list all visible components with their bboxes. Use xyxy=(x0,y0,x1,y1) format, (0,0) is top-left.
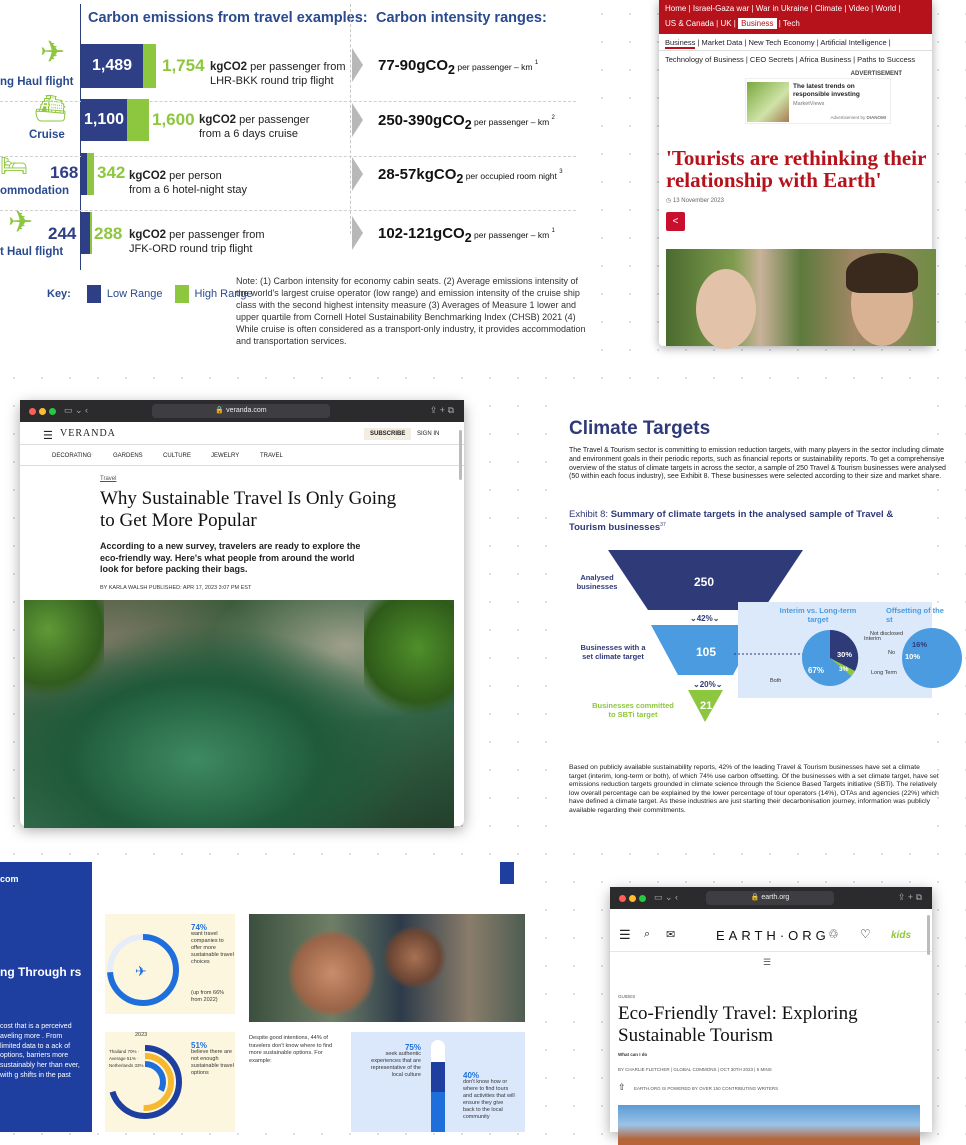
stat-card-2 xyxy=(105,1032,235,1132)
donut-year: 2023 xyxy=(135,1032,148,1038)
stat-74: 74% want travel companies to offer more sustainable travel choices xyxy=(191,923,234,965)
share-tabs-icon[interactable]: ⇪ + ⧉ xyxy=(429,405,454,415)
sidebar-body: cost that is a perceived aveling more . From limited data to a ack of options, barriers more sustainably her than ever, with g shifts in the past xyxy=(0,1023,80,1079)
high-range-bar xyxy=(90,212,92,254)
row-description: kgCO2 per passenger from JFK-ORD round trip flight xyxy=(129,229,265,255)
pie1-both-label: Both xyxy=(770,678,782,684)
main-navigation[interactable]: Home | Israel-Gaza war | War in Ukraine | Climate | Video | World | xyxy=(659,0,932,17)
veranda-browser-window xyxy=(20,400,464,826)
sub-navigation[interactable]: Business | Market Data | New Tech Economy | Artificial Intelligence | xyxy=(659,34,932,51)
pie2-16: 16% xyxy=(912,640,928,649)
percent-20: ⌄20%⌄ xyxy=(693,680,723,689)
stat-74-sub: (up from 66% from 2022) xyxy=(191,990,225,1003)
carbon-emissions-panel xyxy=(0,0,590,362)
subnav-item-business[interactable]: Business xyxy=(665,38,696,47)
row-cruise xyxy=(0,93,590,149)
article-dek: According to a new survey, travelers are ready to explore the eco-friendly way. Here's what people from around the world look for before packing their bags. xyxy=(100,541,361,574)
ad-headline[interactable]: The latest trends on responsible investing xyxy=(793,83,860,98)
range-value: 102-121gCO$_2$ per passenger – km $^1$ xyxy=(378,225,555,245)
airplane-icon: ✈ xyxy=(40,36,66,69)
range-value: 250-390gCO$_2$ per passenger – km $^2$ xyxy=(378,112,555,132)
chevron-right-icon xyxy=(352,48,363,82)
site-logo[interactable]: EARTH·ORG xyxy=(716,928,830,943)
browser-toolbar xyxy=(610,887,932,909)
low-range-bar: 1,489 xyxy=(81,44,143,88)
legend-high-label: High Range xyxy=(194,288,253,300)
powered-by: EARTH.ORG IS POWERED BY OVER 150 CONTRIBUTING WRITERS xyxy=(634,1086,779,1091)
svg-text:✈: ✈ xyxy=(135,963,147,979)
nav-item-business[interactable]: Business xyxy=(738,18,776,29)
share-tabs-icon[interactable]: ⇪ + ⧉ xyxy=(897,892,922,902)
intro-paragraph: The Travel & Tourism sector is committing to emission reduction targets, with many players in the sector including climate and environment goals in their periodic reports, such as financial reports or sustainability reports. To get a comprehensive overview of the status of climate targets in across the sector, a sample of 250 Travel & Tourism businesses were analysed (50 within each focus industry), see Exhibit 8. These businesses were selected according to their size and market share. xyxy=(569,447,946,481)
sidebar-domain: com xyxy=(0,874,19,884)
close-button[interactable] xyxy=(29,408,36,415)
carbon-heading-right: Carbon intensity ranges: xyxy=(376,10,547,26)
row-description: kgCO2 per passenger from a 6 days cruise xyxy=(199,114,310,140)
legend-low-label: Low Range xyxy=(106,288,163,300)
exhibit-title: Exhibit 8: Summary of climate targets in the analysed sample of Travel & Tourism businesses$^{37}$ xyxy=(569,509,894,534)
article-category[interactable]: GUIDES xyxy=(618,994,636,999)
donut-legend: Thailand 70% · Average 51% · Netherlands 33% xyxy=(109,1049,144,1068)
body-text: Despite good intentions, 44% of travelers don't know where to find more sustainable options. For example: xyxy=(249,1035,333,1064)
stat-bar-40 xyxy=(431,1092,445,1132)
article-hero-image xyxy=(24,600,454,828)
high-range-bar xyxy=(143,44,156,88)
bookmark-icon[interactable] xyxy=(500,862,514,884)
analysed-label: Analysed businesses xyxy=(576,573,618,591)
travelers-photo xyxy=(249,914,525,1022)
pie2-10: 10% xyxy=(905,652,921,661)
legend xyxy=(47,285,253,303)
row-accommodation xyxy=(0,153,590,203)
article-byline: BY CHARLIE FLETCHER | GLOBAL COMMONS | OCT 30TH 2023 | 5 MINS xyxy=(618,1067,772,1072)
sign-in-link[interactable]: SIGN IN xyxy=(417,431,440,437)
donut-chart-74 xyxy=(105,932,181,1008)
low-range-bar: 1,100 xyxy=(81,99,127,141)
minimize-button[interactable] xyxy=(39,408,46,415)
scrollbar[interactable] xyxy=(927,915,930,955)
high-range-bar xyxy=(127,99,149,141)
nav-item-culture[interactable]: CULTURE xyxy=(163,453,191,459)
legend-swatch-low xyxy=(87,285,101,303)
legend-title: Key: xyxy=(47,288,71,300)
article-category[interactable]: Travel xyxy=(100,476,117,482)
row-description: kgCO2 per person from a 6 hotel-night stay xyxy=(129,170,248,196)
pie1-3: 3% xyxy=(839,666,849,673)
close-button[interactable] xyxy=(619,895,626,902)
pie1-title: Interim vs. Long-term target xyxy=(779,606,857,624)
pie1-67: 67% xyxy=(808,666,825,675)
chevron-right-icon xyxy=(352,157,363,191)
menu-icon[interactable]: ☰ xyxy=(43,430,53,442)
legend-swatch-high xyxy=(175,285,189,303)
account-icon[interactable]: ♲ xyxy=(828,927,839,941)
article-title: 'Tourists are rethinking their relationship with Earth' xyxy=(666,146,927,192)
ship-icon: ⛴ xyxy=(34,93,68,123)
maximize-button[interactable] xyxy=(639,895,646,902)
low-value: 168 xyxy=(50,163,79,182)
sbti-value: 21 xyxy=(700,700,713,712)
section-heading: Climate Targets xyxy=(569,418,711,439)
nav-item-travel[interactable]: TRAVEL xyxy=(260,453,283,459)
scrollbar[interactable] xyxy=(459,430,462,480)
earth-org-browser-window xyxy=(610,887,932,1132)
stat-card-1 xyxy=(105,914,235,1014)
menu-icon[interactable]: ☰ xyxy=(619,927,631,942)
menu-icon-secondary[interactable]: ☰ xyxy=(763,957,772,967)
address-bar[interactable]: 🔒 veranda.com xyxy=(152,404,330,418)
low-range-bar xyxy=(81,212,90,254)
high-value: 1,600 xyxy=(152,110,195,129)
sbti-label: Businesses committed to SBTi target xyxy=(592,701,674,719)
airplane-icon: ✈ xyxy=(8,206,34,239)
advertisement[interactable] xyxy=(745,78,891,124)
bed-icon: 🛏 xyxy=(0,153,28,178)
sidebar-title: ng Through rs xyxy=(0,965,82,979)
body-paragraph: Based on publicly available sustainability reports, 42% of the leading Travel & Tourism businesses have set a climate target (interim, long-term or both), of which 74% use carbon offsetting. Of the businesses with a set climate target, have set emissions reduction targets grounded in climate science through the Science Based Targets initiative (SBTi). The relatively low overall percentage can be explained by the lower percentage of tour operators (14%), OTAs and agencies (22%) which have defined a climate target. As these industries are just starting their decarbonisation journey, information was publicly available regarding their commitments. xyxy=(569,764,939,814)
article-kicker: What can I do xyxy=(618,1052,648,1057)
pie2-no-label: No xyxy=(888,650,896,656)
article-byline: BY KARLA WALSH PUBLISHED: APR 17, 2023 3:07 PM EST xyxy=(100,585,252,591)
nav-item-decorating[interactable]: DECORATING xyxy=(52,453,92,459)
high-range-bar xyxy=(87,153,94,195)
minimize-button[interactable] xyxy=(629,895,636,902)
chevron-right-icon xyxy=(352,103,363,137)
news-article-card xyxy=(659,0,932,346)
percent-42: ⌄42%⌄ xyxy=(690,614,720,623)
share-icon[interactable]: < xyxy=(666,212,685,231)
high-value: 342 xyxy=(97,163,126,182)
kids-link[interactable]: kids xyxy=(891,930,912,941)
row-description: kgCO2 per passenger from LHR-BKK round trip flight xyxy=(210,61,346,87)
pie1-interim-label: Interim xyxy=(864,636,881,642)
blue-sidebar xyxy=(0,862,92,1132)
section-navigation[interactable]: US & Canada | UK | Business | Tech xyxy=(659,17,932,34)
chevron-right-icon xyxy=(352,216,363,250)
high-value: 288 xyxy=(94,224,123,243)
range-value: 28-57kgCO$_2$ per occupied room night $^3$ xyxy=(378,166,563,186)
stat-51: 51% believe there are not enough sustainable travel options xyxy=(191,1041,234,1076)
range-value: 77-90gCO$_2$ per passenger – km $^1$ xyxy=(378,57,539,77)
row-long-haul-flight xyxy=(0,36,590,94)
address-bar[interactable]: 🔒 earth.org xyxy=(706,891,834,905)
set-target-value: 105 xyxy=(696,645,717,659)
pie1-30: 30% xyxy=(837,650,853,659)
maximize-button[interactable] xyxy=(49,408,56,415)
article-hero-image xyxy=(618,1105,920,1145)
ad-image xyxy=(747,82,789,122)
article-title: Why Sustainable Travel Is Only Going to Get More Popular xyxy=(100,488,397,531)
sidebar-toggle-icon[interactable]: ▭ ⌄ ‹ xyxy=(654,892,679,902)
row-label: ommodation xyxy=(0,185,69,197)
sidebar-toggle-icon[interactable]: ▭ ⌄ ‹ xyxy=(64,405,89,415)
article-date: ◷ 13 November 2023 xyxy=(666,198,724,204)
share-icon[interactable]: ⇧ xyxy=(618,1082,626,1092)
row-divider xyxy=(0,210,576,211)
nav-item-jewelry[interactable]: JEWELRY xyxy=(211,453,240,459)
header-divider xyxy=(610,951,932,952)
row-label: ng Haul flight xyxy=(0,76,74,88)
infographic-panel xyxy=(0,862,525,1132)
article-title: Eco-Friendly Travel: Exploring Sustainable Tourism xyxy=(618,1003,858,1046)
row-label: Cruise xyxy=(29,129,65,141)
analysed-value: 250 xyxy=(694,575,715,589)
pie1-long-label: Long Term xyxy=(871,670,897,676)
set-target-label: Businesses with a set climate target xyxy=(580,643,646,661)
advertisement-label: ADVERTISEMENT xyxy=(850,71,902,77)
sub-navigation-2[interactable]: Technology of Business | CEO Secrets | Africa Business | Paths to Success xyxy=(665,55,916,64)
high-value: 1,754 xyxy=(162,56,205,75)
row-short-haul-flight xyxy=(0,206,590,262)
stat-40: 40% don't know how or where to find tours and activities that will ensure they give back to the local community xyxy=(463,1071,515,1120)
category-navigation xyxy=(20,444,464,466)
ad-attribution: Advertisement by DIANOMI xyxy=(830,115,886,120)
subscribe-button[interactable]: SUBSCRIBE xyxy=(364,428,411,440)
donate-icon[interactable]: ♡ xyxy=(860,927,871,941)
carbon-heading-left: Carbon emissions from travel examples: xyxy=(88,10,368,26)
low-value: 244 xyxy=(48,224,77,243)
climate-targets-panel xyxy=(548,400,946,830)
footnote: Note: (1) Carbon intensity for economy cabin seats. (2) Average emissions intensity of the world's largest cruise operator (low range) and emission intensity of the cruise ship class with the second highest intensity measure (3) Averages of Measure 1 lower and upper quartile from Cornell Hotel Sustainability Benchmarking Index (CHSB) 2021 (4) While cruise is often considered as a transport-only industry, it provides accommodation and transportation services. xyxy=(236,276,586,346)
browser-toolbar xyxy=(20,400,464,422)
article-photo xyxy=(666,249,936,346)
stat-75: 75% seek authentic experiences that are representative of the local culture xyxy=(370,1043,421,1078)
nav-item-gardens[interactable]: GARDENS xyxy=(113,453,143,459)
ad-source: MarketViews xyxy=(793,101,825,107)
site-logo[interactable]: VERANDA xyxy=(60,428,116,439)
row-label: t Haul flight xyxy=(0,246,64,258)
mail-icon[interactable]: ✉ xyxy=(666,929,676,941)
stat-card-3 xyxy=(351,1032,525,1132)
search-icon[interactable]: ⌕ xyxy=(644,928,651,940)
pie2-title: Offsetting of the st xyxy=(886,606,944,624)
pie2-nd-label: Not disclosed xyxy=(870,631,904,637)
